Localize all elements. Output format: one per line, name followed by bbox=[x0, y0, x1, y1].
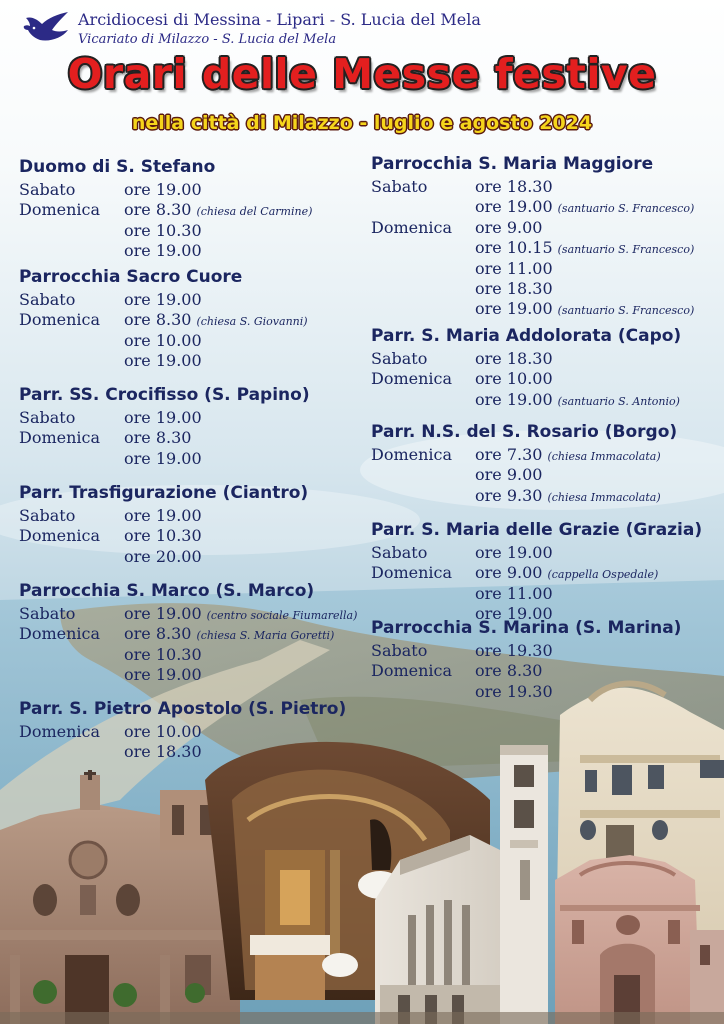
location-note: (chiesa Immacolata) bbox=[547, 450, 661, 463]
mass-time bbox=[124, 200, 312, 222]
location-note: (chiesa Immacolata) bbox=[547, 490, 661, 504]
mass-time-row bbox=[19, 241, 215, 261]
day-label: Sabato bbox=[19, 180, 76, 199]
mass-time bbox=[124, 526, 202, 546]
mass-time-row bbox=[371, 369, 681, 389]
time-value: ore 9.00 bbox=[475, 217, 543, 237]
day-label: Sabato bbox=[371, 543, 428, 562]
parish-name: Parr. N.S. del S. Rosario (Borgo) bbox=[371, 422, 678, 442]
mass-time bbox=[124, 604, 357, 626]
location-note: (chiesa del Carmine) bbox=[196, 205, 313, 219]
mass-time bbox=[475, 486, 661, 508]
mass-time-row bbox=[371, 661, 681, 681]
mass-time bbox=[124, 408, 202, 428]
time-value: ore 19.00 bbox=[475, 197, 553, 217]
time-value: ore 19.00 bbox=[124, 180, 202, 199]
parish-parrocchia-s-marina-s-marina bbox=[371, 617, 681, 702]
mass-time-row bbox=[371, 390, 681, 410]
time-value: ore 19.30 bbox=[475, 641, 553, 660]
mass-time bbox=[124, 645, 202, 665]
parish-name: Parr. SS. Crocifisso (S. Papino) bbox=[19, 385, 310, 405]
time-value: ore 19.00 bbox=[475, 299, 553, 319]
mass-time-row bbox=[371, 259, 653, 279]
mass-time-row bbox=[19, 604, 358, 624]
mass-time-row bbox=[19, 526, 308, 546]
mass-time bbox=[124, 506, 202, 526]
vicariate-name: Vicariato di Milazzo - S. Lucia del Mela bbox=[78, 32, 337, 47]
day-label: Domenica bbox=[19, 428, 101, 448]
time-value: ore 11.00 bbox=[475, 258, 553, 278]
parish-name: Parrocchia Sacro Cuore bbox=[19, 267, 243, 287]
day-label: Domenica bbox=[19, 722, 101, 741]
mass-time-row bbox=[19, 624, 335, 644]
mass-time-row bbox=[371, 465, 677, 485]
mass-time-row bbox=[19, 428, 310, 448]
time-value: ore 19.00 bbox=[124, 290, 202, 309]
mass-time bbox=[475, 682, 553, 702]
mass-time bbox=[124, 624, 334, 646]
mass-time bbox=[124, 428, 191, 448]
mass-time-row bbox=[19, 351, 242, 371]
mass-time bbox=[475, 369, 553, 389]
time-value: ore 8.30 bbox=[124, 428, 192, 448]
time-value: ore 8.30 bbox=[475, 661, 543, 681]
mass-time-row bbox=[371, 177, 653, 197]
location-note: (santuario S. Antonio) bbox=[557, 394, 680, 408]
page-subtitle: nella città di Milazzo - luglio e agosto 2024 bbox=[131, 112, 593, 134]
mass-time bbox=[124, 310, 308, 332]
parish-name: Parrocchia S. Marina (S. Marina) bbox=[371, 618, 682, 638]
parish-parr-trasfigurazione-ciantro bbox=[19, 482, 308, 567]
day-label: Domenica bbox=[19, 310, 101, 330]
location-note: (chiesa S. Giovanni) bbox=[196, 315, 308, 329]
mass-time-row bbox=[19, 408, 310, 428]
time-value: ore 9.00 bbox=[475, 465, 543, 485]
mass-time bbox=[475, 584, 553, 604]
time-value: ore 19.00 bbox=[124, 506, 202, 525]
time-value: ore 19.00 bbox=[124, 604, 202, 623]
mass-time bbox=[475, 218, 542, 238]
mass-time-row bbox=[19, 331, 242, 351]
mass-time-row bbox=[19, 290, 242, 310]
time-value: ore 19.00 bbox=[124, 351, 202, 371]
time-value: ore 11.00 bbox=[475, 583, 553, 603]
time-value: ore 19.00 bbox=[124, 408, 202, 427]
day-label: Domenica bbox=[19, 526, 101, 546]
mass-time bbox=[475, 641, 553, 661]
time-value: ore 19.00 bbox=[475, 543, 553, 562]
time-value: ore 19.00 bbox=[475, 604, 553, 624]
day-label: Domenica bbox=[19, 200, 101, 220]
mass-time bbox=[475, 279, 553, 299]
parish-parr-ss-crocifisso-s-papino bbox=[19, 384, 310, 469]
mass-time-row bbox=[371, 682, 681, 702]
mass-time bbox=[475, 259, 553, 279]
mass-time-row bbox=[371, 445, 677, 465]
location-note: (chiesa S. Maria Goretti) bbox=[196, 629, 335, 643]
mass-time-row bbox=[371, 349, 681, 369]
parish-parrocchia-sacro-cuore bbox=[19, 266, 308, 372]
mass-time-row bbox=[19, 449, 310, 469]
mass-time bbox=[124, 180, 202, 200]
day-label: Sabato bbox=[19, 604, 76, 623]
parish-parr-s-maria-delle-grazie-grazia bbox=[371, 519, 702, 625]
day-label: Sabato bbox=[19, 506, 76, 525]
time-value: ore 10.30 bbox=[124, 220, 202, 240]
day-label: Domenica bbox=[371, 217, 453, 237]
mass-time-row bbox=[371, 299, 695, 319]
day-label: Domenica bbox=[371, 563, 453, 583]
mass-time bbox=[124, 241, 202, 261]
mass-time-row bbox=[19, 722, 346, 742]
time-value: ore 18.30 bbox=[124, 742, 202, 762]
mass-time-row bbox=[371, 584, 702, 604]
mass-time bbox=[475, 390, 680, 412]
location-note: (santuario S. Francesco) bbox=[557, 304, 695, 318]
mass-time bbox=[475, 465, 542, 485]
day-label: Sabato bbox=[371, 177, 428, 196]
day-label: Sabato bbox=[19, 408, 76, 427]
mass-time-row bbox=[371, 197, 695, 217]
mass-time-row bbox=[19, 506, 308, 526]
mass-time-row bbox=[371, 238, 695, 258]
mass-time-row bbox=[19, 310, 308, 330]
time-value: ore 20.00 bbox=[124, 546, 202, 566]
day-label: Sabato bbox=[371, 349, 428, 368]
mass-time bbox=[475, 543, 553, 563]
location-note: (santuario S. Francesco) bbox=[557, 243, 695, 257]
mass-time-row bbox=[19, 665, 314, 685]
time-value: ore 18.30 bbox=[475, 177, 553, 196]
parish-name: Parr. S. Maria delle Grazie (Grazia) bbox=[371, 520, 703, 540]
parish-name: Parrocchia S. Maria Maggiore bbox=[371, 154, 654, 174]
time-value: ore 8.30 bbox=[124, 310, 192, 330]
time-value: ore 19.00 bbox=[124, 448, 202, 468]
mass-time bbox=[475, 563, 658, 585]
diocese-name: Arcidiocesi di Messina - Lipari - S. Lucia del Mela bbox=[78, 10, 481, 29]
mass-time-row bbox=[19, 547, 308, 567]
time-value: ore 10.00 bbox=[124, 330, 202, 350]
time-value: ore 10.00 bbox=[475, 369, 553, 389]
mass-time bbox=[475, 349, 553, 369]
day-label: Sabato bbox=[371, 641, 428, 660]
time-value: ore 10.15 bbox=[475, 238, 553, 258]
day-label: Sabato bbox=[19, 290, 76, 309]
parish-parr-s-maria-addolorata-capo bbox=[371, 325, 681, 410]
mass-time bbox=[124, 742, 202, 762]
mass-time-row bbox=[371, 563, 702, 583]
mass-time bbox=[124, 449, 202, 469]
time-value: ore 10.30 bbox=[124, 526, 202, 546]
mass-time-row bbox=[19, 742, 346, 762]
day-label: Domenica bbox=[19, 624, 101, 644]
time-value: ore 8.30 bbox=[124, 624, 192, 644]
day-label: Domenica bbox=[371, 369, 453, 389]
mass-time-row bbox=[371, 279, 653, 299]
mass-time-row bbox=[371, 218, 653, 238]
location-note: (santuario S. Francesco) bbox=[557, 202, 695, 216]
mass-time bbox=[475, 299, 694, 321]
parish-duomo-di-s-stefano bbox=[19, 156, 313, 262]
time-value: ore 9.30 bbox=[475, 485, 543, 505]
dove-icon bbox=[22, 10, 74, 44]
mass-time bbox=[124, 351, 202, 371]
mass-time bbox=[124, 722, 202, 742]
mass-time bbox=[124, 221, 202, 241]
parish-name: Parr. S. Pietro Apostolo (S. Pietro) bbox=[19, 699, 347, 719]
location-note: (centro sociale Fiumarella) bbox=[206, 609, 358, 622]
time-value: ore 19.00 bbox=[124, 665, 202, 685]
day-label: Domenica bbox=[371, 445, 453, 464]
mass-time bbox=[475, 238, 694, 260]
parish-parr-n-s-del-s-rosario-borgo bbox=[371, 421, 677, 506]
mass-time bbox=[475, 197, 694, 219]
parish-name: Parr. Trasfigurazione (Ciantro) bbox=[19, 483, 309, 503]
mass-time-row bbox=[371, 543, 702, 563]
time-value: ore 19.30 bbox=[475, 681, 553, 701]
mass-time-row bbox=[19, 180, 215, 200]
mass-time bbox=[124, 290, 202, 310]
parish-parrocchia-s-maria-maggiore bbox=[371, 153, 695, 320]
time-value: ore 10.30 bbox=[124, 644, 202, 664]
mass-time bbox=[475, 177, 553, 197]
parish-name: Parrocchia S. Marco (S. Marco) bbox=[19, 581, 315, 601]
time-value: ore 9.00 bbox=[475, 563, 543, 583]
mass-time bbox=[475, 445, 661, 467]
mass-time bbox=[124, 665, 202, 685]
parish-name: Parr. S. Maria Addolorata (Capo) bbox=[371, 326, 682, 346]
page-title: Orari delle Messe festive bbox=[67, 50, 657, 98]
day-label: Domenica bbox=[371, 661, 453, 681]
mass-time-row bbox=[371, 486, 677, 506]
time-value: ore 19.00 bbox=[124, 241, 202, 261]
mass-time-row bbox=[19, 200, 313, 220]
mass-time-row bbox=[371, 641, 681, 661]
mass-time-row bbox=[19, 645, 314, 665]
time-value: ore 18.30 bbox=[475, 349, 553, 368]
time-value: ore 8.30 bbox=[124, 200, 192, 220]
time-value: ore 18.30 bbox=[475, 278, 553, 298]
mass-time bbox=[475, 661, 542, 681]
mass-time-row bbox=[19, 221, 215, 241]
parish-name: Duomo di S. Stefano bbox=[19, 157, 216, 177]
location-note: (cappella Ospedale) bbox=[547, 568, 659, 582]
time-value: ore 19.00 bbox=[475, 389, 553, 409]
mass-time bbox=[124, 547, 202, 567]
header bbox=[0, 0, 724, 150]
parish-parr-s-pietro-apostolo-s-pietro bbox=[19, 698, 346, 763]
time-value: ore 7.30 bbox=[475, 445, 543, 464]
parish-parrocchia-s-marco-s-marco bbox=[19, 580, 358, 686]
mass-time bbox=[124, 331, 202, 351]
time-value: ore 10.00 bbox=[124, 722, 202, 741]
